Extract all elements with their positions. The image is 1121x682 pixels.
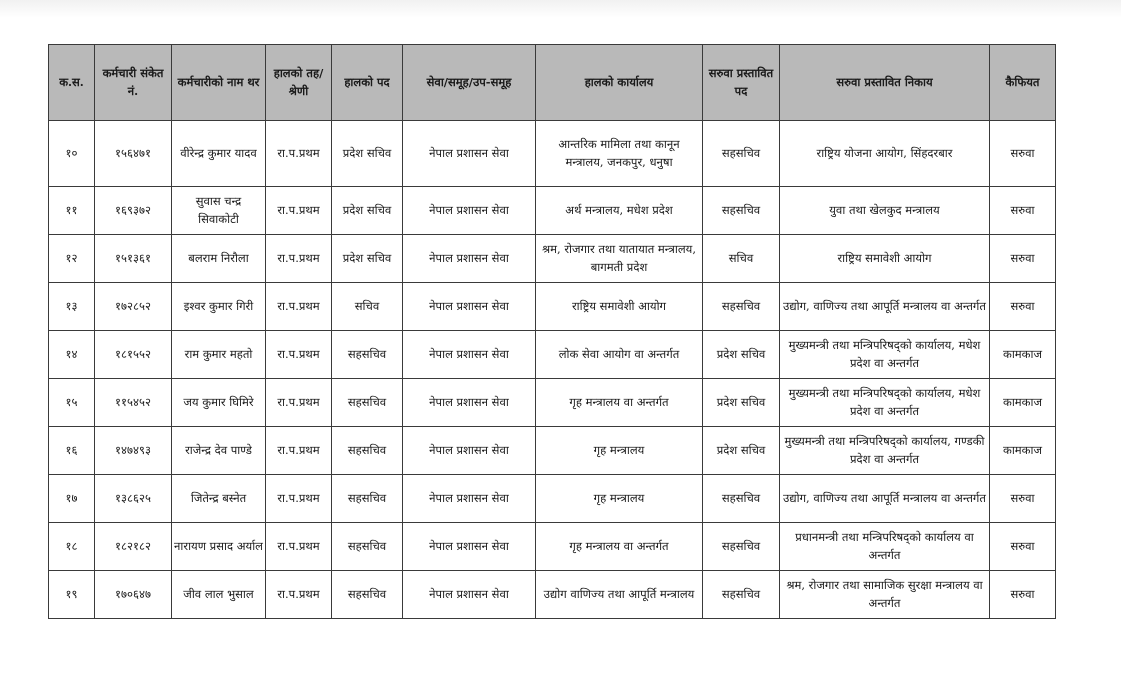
cell-sn: १० (49, 121, 95, 187)
cell-proposed-post: प्रदेश सचिव (703, 379, 780, 427)
cell-level: रा.प.प्रथम (266, 475, 332, 523)
cell-post: सचिव (332, 283, 403, 331)
cell-remarks: कामकाज (990, 379, 1056, 427)
header-proposed-post: सरुवा प्रस्तावित पद (703, 45, 780, 121)
cell-code: १३८६२५ (95, 475, 172, 523)
cell-proposed-post: सहसचिव (703, 187, 780, 235)
cell-office: उद्योग वाणिज्य तथा आपूर्ति मन्त्रालय (536, 571, 703, 619)
cell-level: रा.प.प्रथम (266, 235, 332, 283)
cell-sn: १८ (49, 523, 95, 571)
cell-proposed-post: सहसचिव (703, 283, 780, 331)
cell-proposed-body: मुख्यमन्त्री तथा मन्त्रिपरिषद्को कार्यालय, मधेश प्रदेश वा अन्तर्गत (780, 379, 990, 427)
transfer-table (48, 44, 1056, 619)
table-row (49, 331, 1056, 379)
table-body (49, 121, 1056, 619)
cell-remarks: सरुवा (990, 475, 1056, 523)
cell-code: १५१३६१ (95, 235, 172, 283)
cell-level: रा.प.प्रथम (266, 121, 332, 187)
cell-proposed-body: युवा तथा खेलकुद मन्त्रालय (780, 187, 990, 235)
cell-code: १६९३७२ (95, 187, 172, 235)
cell-level: रा.प.प्रथम (266, 283, 332, 331)
header-employee-code: कर्मचारी संकेत नं. (95, 45, 172, 121)
cell-remarks: सरुवा (990, 283, 1056, 331)
table-header (49, 45, 1056, 121)
cell-service: नेपाल प्रशासन सेवा (403, 331, 536, 379)
cell-sn: १७ (49, 475, 95, 523)
cell-name: राम कुमार महतो (172, 331, 266, 379)
cell-remarks: कामकाज (990, 427, 1056, 475)
cell-proposed-post: प्रदेश सचिव (703, 331, 780, 379)
cell-proposed-post: सचिव (703, 235, 780, 283)
cell-level: रा.प.प्रथम (266, 571, 332, 619)
cell-level: रा.प.प्रथम (266, 523, 332, 571)
table-row (49, 523, 1056, 571)
table-row (49, 475, 1056, 523)
cell-service: नेपाल प्रशासन सेवा (403, 235, 536, 283)
cell-remarks: सरुवा (990, 121, 1056, 187)
cell-name: सुवास चन्द्र सिवाकोटी (172, 187, 266, 235)
table-row (49, 427, 1056, 475)
cell-post: सहसचिव (332, 571, 403, 619)
cell-office: गृह मन्त्रालय वा अन्तर्गत (536, 379, 703, 427)
cell-code: १८१५५२ (95, 331, 172, 379)
cell-service: नेपाल प्रशासन सेवा (403, 379, 536, 427)
cell-post: सहसचिव (332, 427, 403, 475)
cell-proposed-body: राष्ट्रिय समावेशी आयोग (780, 235, 990, 283)
table-row (49, 121, 1056, 187)
cell-office: लोक सेवा आयोग वा अन्तर्गत (536, 331, 703, 379)
cell-code: १४७४९३ (95, 427, 172, 475)
cell-code: ११५४५२ (95, 379, 172, 427)
cell-name: बलराम निरौला (172, 235, 266, 283)
viewer-top-edge (0, 0, 1121, 18)
table-row (49, 283, 1056, 331)
cell-proposed-post: सहसचिव (703, 121, 780, 187)
cell-proposed-post: प्रदेश सचिव (703, 427, 780, 475)
cell-office: गृह मन्त्रालय (536, 475, 703, 523)
cell-remarks: सरुवा (990, 187, 1056, 235)
cell-level: रा.प.प्रथम (266, 187, 332, 235)
cell-name: इश्वर कुमार गिरी (172, 283, 266, 331)
table-row (49, 379, 1056, 427)
cell-proposed-body: प्रधानमन्त्री तथा मन्त्रिपरिषद्को कार्यालय वा अन्तर्गत (780, 523, 990, 571)
header-current-post: हालको पद (332, 45, 403, 121)
cell-post: प्रदेश सचिव (332, 187, 403, 235)
cell-post: सहसचिव (332, 331, 403, 379)
cell-remarks: सरुवा (990, 523, 1056, 571)
cell-remarks: सरुवा (990, 235, 1056, 283)
cell-code: १५६४७१ (95, 121, 172, 187)
cell-name: जितेन्द्र बस्नेत (172, 475, 266, 523)
cell-post: सहसचिव (332, 523, 403, 571)
cell-post: सहसचिव (332, 475, 403, 523)
table-row (49, 235, 1056, 283)
cell-service: नेपाल प्रशासन सेवा (403, 523, 536, 571)
cell-post: प्रदेश सचिव (332, 235, 403, 283)
cell-remarks: सरुवा (990, 571, 1056, 619)
cell-name: नारायण प्रसाद अर्याल (172, 523, 266, 571)
table-row (49, 571, 1056, 619)
cell-name: जय कुमार घिमिरे (172, 379, 266, 427)
cell-proposed-post: सहसचिव (703, 523, 780, 571)
cell-service: नेपाल प्रशासन सेवा (403, 571, 536, 619)
cell-service: नेपाल प्रशासन सेवा (403, 475, 536, 523)
cell-name: जीव लाल भुसाल (172, 571, 266, 619)
header-remarks: कैफियत (990, 45, 1056, 121)
cell-code: १८२१८२ (95, 523, 172, 571)
cell-proposed-body: मुख्यमन्त्री तथा मन्त्रिपरिषद्को कार्यालय, गण्डकी प्रदेश वा अन्तर्गत (780, 427, 990, 475)
cell-office: गृह मन्त्रालय वा अन्तर्गत (536, 523, 703, 571)
cell-service: नेपाल प्रशासन सेवा (403, 283, 536, 331)
cell-sn: १६ (49, 427, 95, 475)
header-sn: क.स. (49, 45, 95, 121)
header-employee-name: कर्मचारीको नाम थर (172, 45, 266, 121)
cell-level: रा.प.प्रथम (266, 379, 332, 427)
cell-office: श्रम, रोजगार तथा यातायात मन्त्रालय, बागमती प्रदेश (536, 235, 703, 283)
cell-sn: १३ (49, 283, 95, 331)
cell-post: प्रदेश सचिव (332, 121, 403, 187)
cell-name: राजेन्द्र देव पाण्डे (172, 427, 266, 475)
header-current-office: हालको कार्यालय (536, 45, 703, 121)
cell-sn: ११ (49, 187, 95, 235)
cell-sn: १९ (49, 571, 95, 619)
cell-proposed-body: उद्योग, वाणिज्य तथा आपूर्ति मन्त्रालय वा अन्तर्गत (780, 283, 990, 331)
cell-office: अर्थ मन्त्रालय, मधेश प्रदेश (536, 187, 703, 235)
cell-proposed-body: उद्योग, वाणिज्य तथा आपूर्ति मन्त्रालय वा अन्तर्गत (780, 475, 990, 523)
header-proposed-body: सरुवा प्रस्तावित निकाय (780, 45, 990, 121)
cell-proposed-post: सहसचिव (703, 571, 780, 619)
cell-proposed-body: मुख्यमन्त्री तथा मन्त्रिपरिषद्को कार्यालय, मधेश प्रदेश वा अन्तर्गत (780, 331, 990, 379)
cell-code: १७२८५२ (95, 283, 172, 331)
cell-sn: १४ (49, 331, 95, 379)
cell-service: नेपाल प्रशासन सेवा (403, 121, 536, 187)
table-row (49, 187, 1056, 235)
cell-proposed-body: श्रम, रोजगार तथा सामाजिक सुरक्षा मन्त्रालय वा अन्तर्गत (780, 571, 990, 619)
cell-post: सहसचिव (332, 379, 403, 427)
cell-level: रा.प.प्रथम (266, 331, 332, 379)
cell-code: १७०६४७ (95, 571, 172, 619)
cell-sn: १२ (49, 235, 95, 283)
cell-level: रा.प.प्रथम (266, 427, 332, 475)
cell-service: नेपाल प्रशासन सेवा (403, 187, 536, 235)
header-service-group: सेवा/समूह/उप-समूह (403, 45, 536, 121)
cell-office: गृह मन्त्रालय (536, 427, 703, 475)
cell-service: नेपाल प्रशासन सेवा (403, 427, 536, 475)
cell-proposed-post: सहसचिव (703, 475, 780, 523)
cell-office: आन्तरिक मामिला तथा कानून मन्त्रालय, जनकपुर, धनुषा (536, 121, 703, 187)
cell-remarks: कामकाज (990, 331, 1056, 379)
cell-sn: १५ (49, 379, 95, 427)
cell-proposed-body: राष्ट्रिय योजना आयोग, सिंहदरबार (780, 121, 990, 187)
cell-office: राष्ट्रिय समावेशी आयोग (536, 283, 703, 331)
header-current-level: हालको तह/श्रेणी (266, 45, 332, 121)
header-row (49, 45, 1056, 121)
cell-name: वीरेन्द्र कुमार यादव (172, 121, 266, 187)
